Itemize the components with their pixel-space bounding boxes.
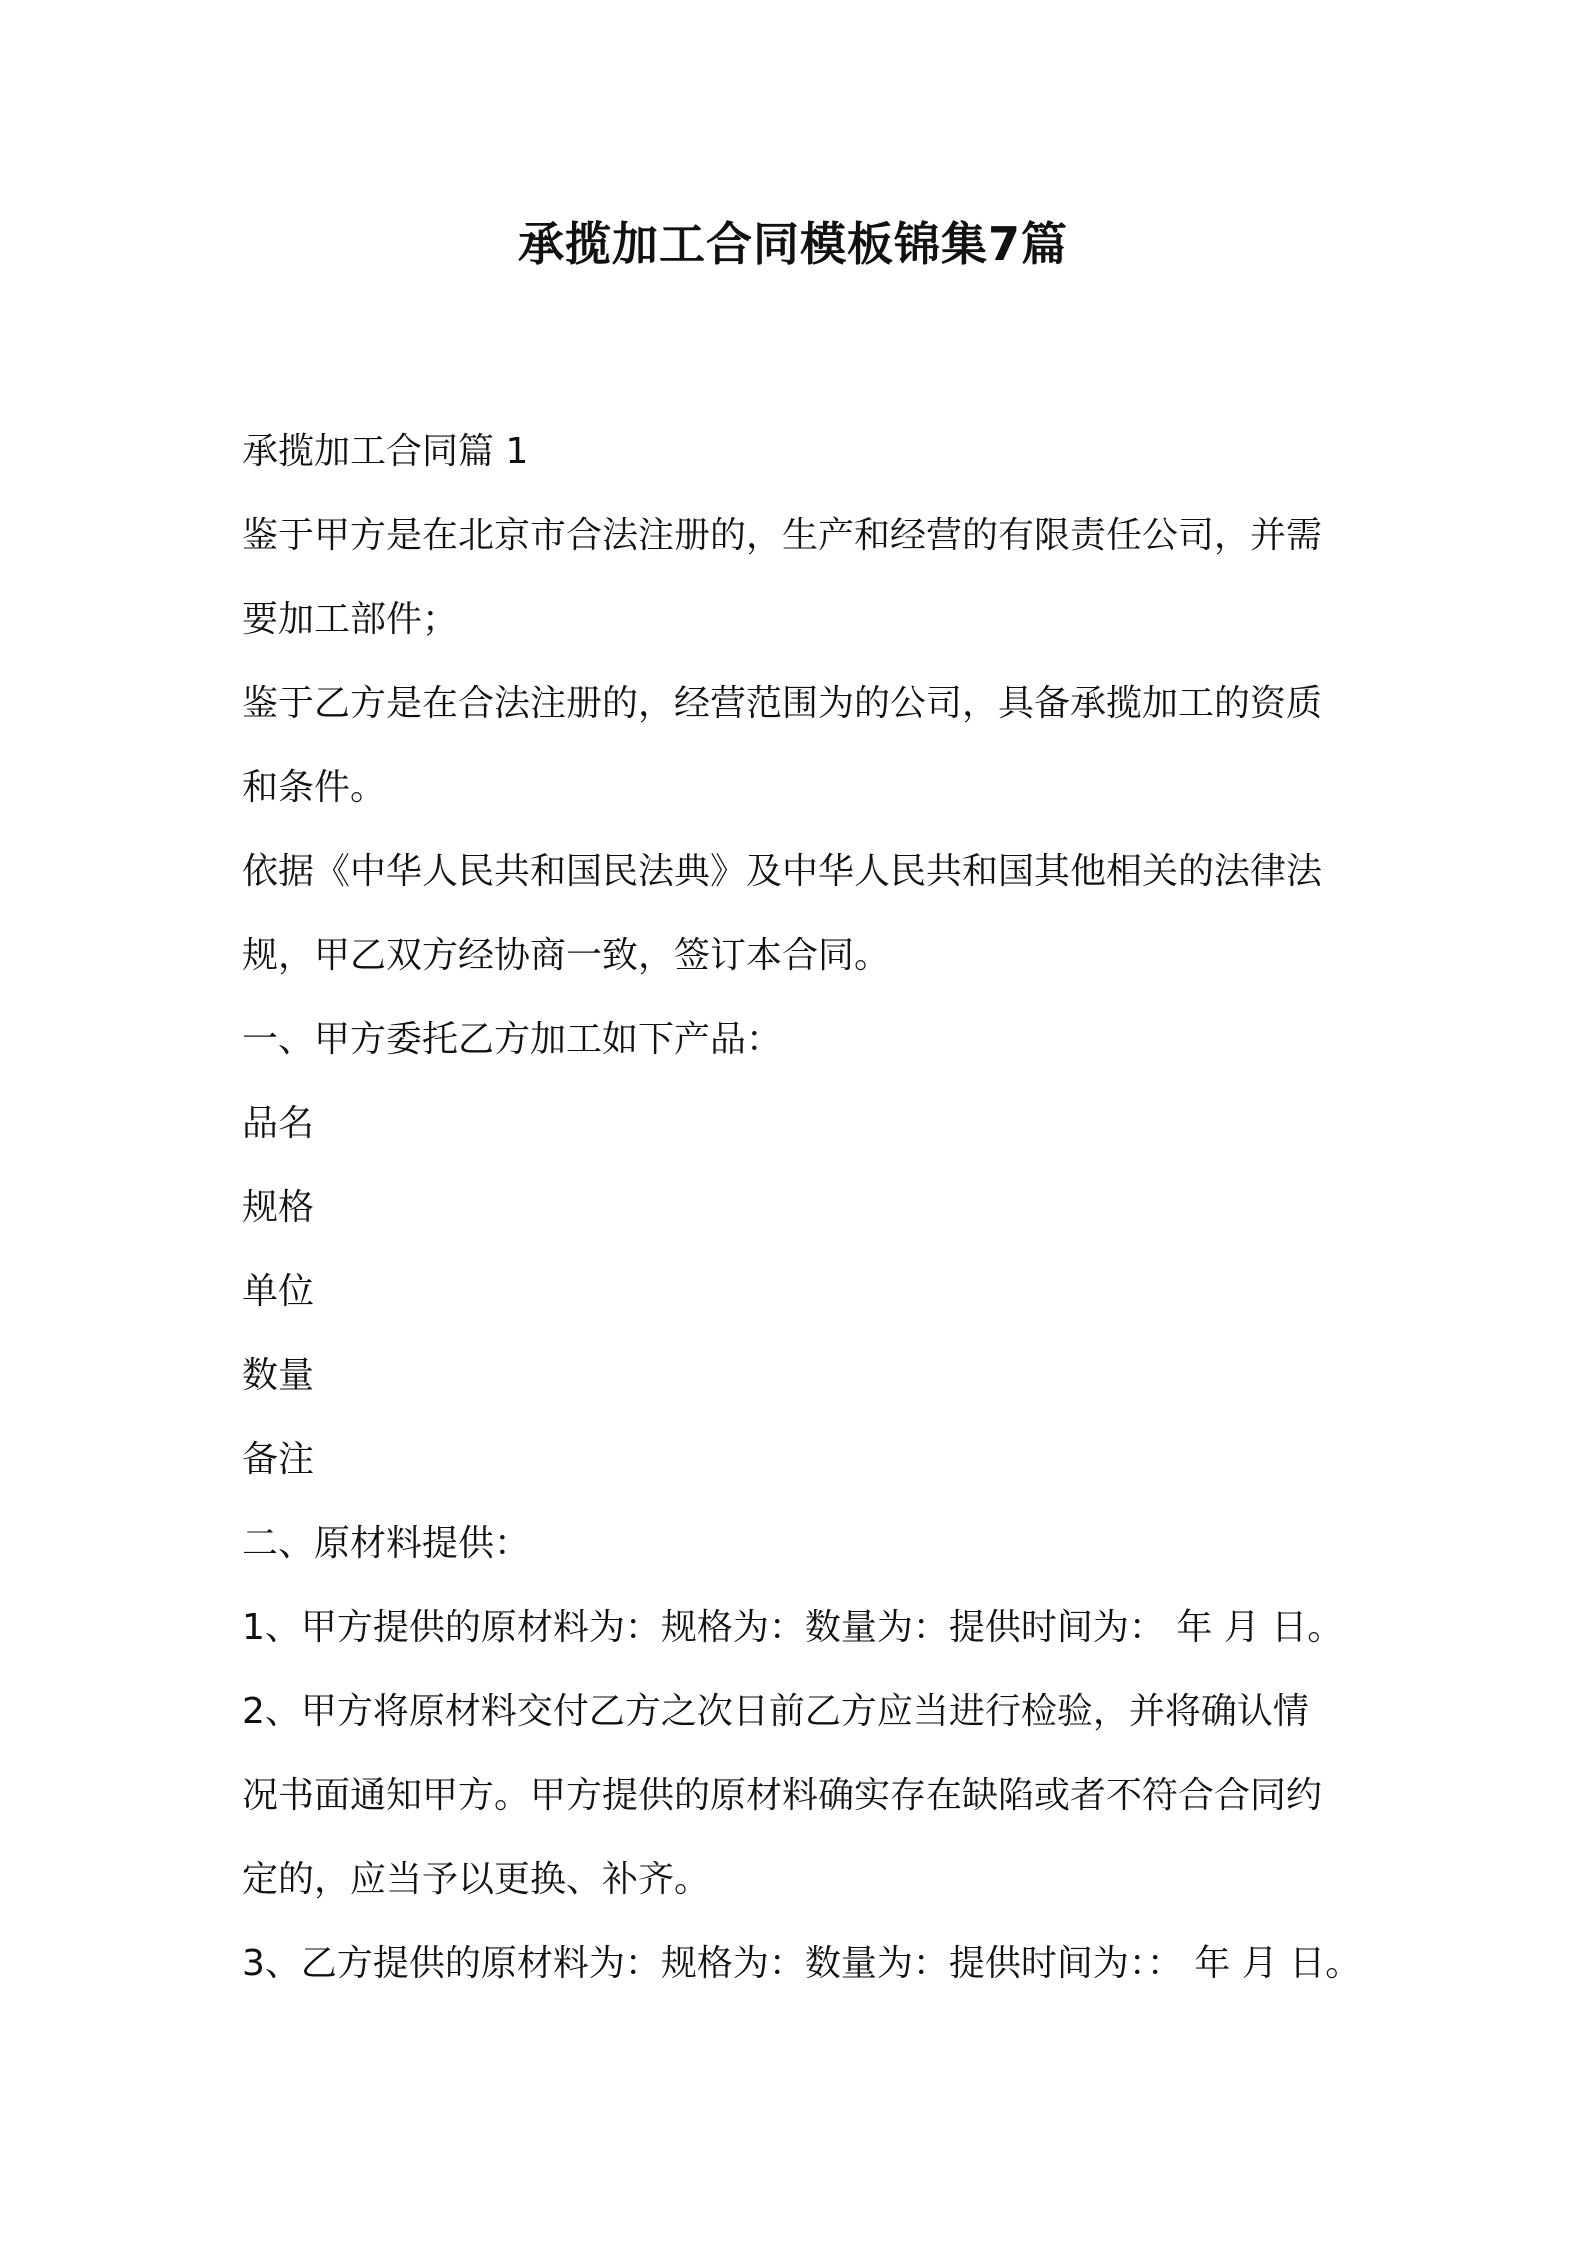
clause-item: 2、甲方将原材料交付乙方之次日前乙方应当进行检验，并将确认情 xyxy=(242,1691,1309,1732)
document-body xyxy=(242,410,1362,2006)
clause-heading: 一、甲方委托乙方加工如下产品： xyxy=(242,1019,783,1060)
product-field-quantity: 数量 xyxy=(242,1355,315,1396)
section-heading-contract-1: 承揽加工合同篇 1 xyxy=(242,431,529,472)
document-title: 承揽加工合同模板锦集7篇 xyxy=(517,217,1068,271)
paragraph-line: 况书面通知甲方。甲方提供的原材料确实存在缺陷或者不符合合同约 xyxy=(242,1775,1323,1816)
paragraph-line: 鉴于甲方是在北京市合法注册的，生产和经营的有限责任公司，并需 xyxy=(242,515,1323,556)
paragraph-line: 依据《中华人民共和国民法典》及中华人民共和国其他相关的法律法 xyxy=(242,851,1323,892)
paragraph-line: 鉴于乙方是在合法注册的，经营范围为的公司，具备承揽加工的资质 xyxy=(242,683,1323,724)
paragraph-line: 要加工部件； xyxy=(242,599,459,640)
product-field-spec: 规格 xyxy=(242,1187,315,1228)
product-field-remarks: 备注 xyxy=(242,1439,315,1480)
product-field-unit: 单位 xyxy=(242,1271,315,1312)
paragraph-line: 定的，应当予以更换、补齐。 xyxy=(242,1859,711,1900)
clause-item: 1、甲方提供的原材料为：规格为：数量为：提供时间为： 年 月 日。 xyxy=(242,1607,1344,1648)
paragraph-line: 和条件。 xyxy=(242,767,387,808)
product-field-name: 品名 xyxy=(242,1103,315,1144)
clause-item: 3、乙方提供的原材料为：规格为：数量为：提供时间为：： 年 月 日。 xyxy=(242,1943,1362,1984)
paragraph-line: 规，甲乙双方经协商一致，签订本合同。 xyxy=(242,935,891,976)
clause-heading: 二、原材料提供： xyxy=(242,1523,531,1564)
